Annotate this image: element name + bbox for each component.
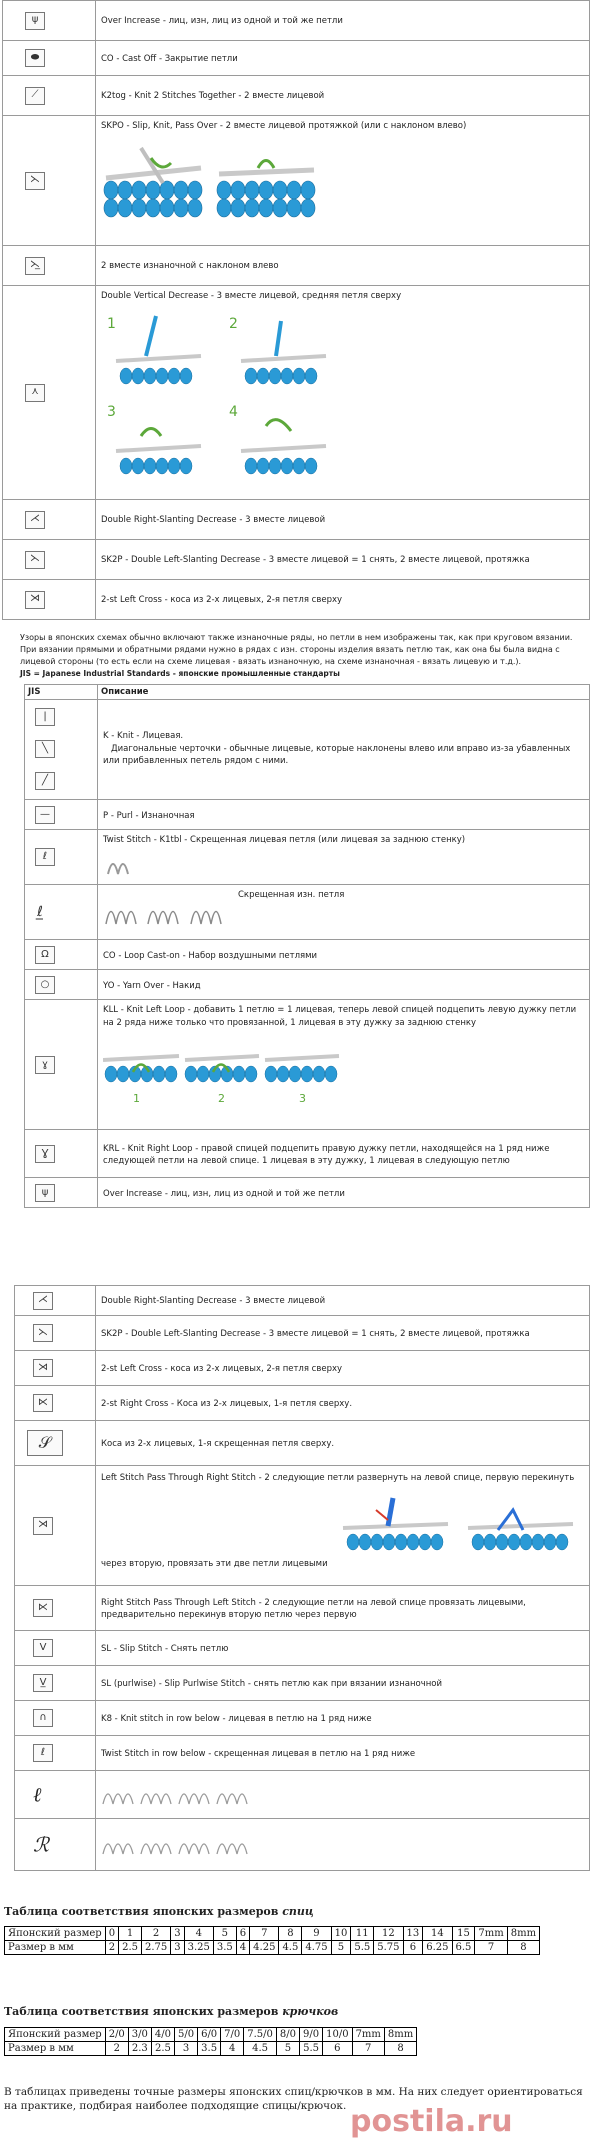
table-row: [15, 1631, 590, 1666]
step-label: 2: [218, 1091, 225, 1104]
right-cross-icon: ⋉: [33, 1394, 53, 1412]
table-row: [25, 885, 590, 940]
table-row: [15, 1386, 590, 1421]
size-cell: 9/0: [300, 2028, 323, 2042]
row-label: Японский размер: [5, 1927, 106, 1941]
size-cell: 4.5: [244, 2042, 277, 2056]
needle-size-table: [4, 1926, 540, 1955]
table-row: [25, 830, 590, 885]
row-text-2: Диагональные черточки - обычные лицевые, которые наклонены влево или вправо из-за убавленных или прибавленных петель рядом с ними.: [103, 743, 571, 766]
loop-pattern-icon: ℓ: [33, 1782, 42, 1806]
jis-header: JIS: [28, 687, 41, 697]
step-label: 2: [229, 316, 238, 333]
table-row: [25, 800, 590, 830]
table-row: [15, 1286, 590, 1316]
size-cell: 7/0: [221, 2028, 244, 2042]
table-row: [3, 41, 590, 76]
size-cell: 7.5/0: [244, 2028, 277, 2042]
row-text: Double Right-Slanting Decrease - 3 вместе лицевой: [101, 515, 326, 526]
row-text: P - Purl - Изнаночная: [103, 810, 195, 821]
table-row: [3, 76, 590, 116]
size-cell: 7mm: [352, 2028, 384, 2042]
size-cell: 15: [452, 1927, 475, 1941]
row-label: Размер в мм: [5, 2042, 106, 2056]
size-cell: 4: [236, 1941, 249, 1955]
intro-paragraph: [20, 632, 580, 679]
loop-pattern-2-illustration: [101, 1829, 251, 1857]
size-cell: 3/0: [128, 2028, 151, 2042]
row-text: Скрещенная изн. петля: [238, 890, 345, 901]
knit-icon: |: [35, 708, 55, 726]
size-cell: 4/0: [151, 2028, 174, 2042]
row-text: K - Knit - Лицевая.: [103, 731, 184, 742]
size-cell: 2: [105, 2042, 128, 2056]
size-cell: 8mm: [384, 2028, 416, 2042]
size-cell: 12: [374, 1927, 403, 1941]
size-cell: 3: [174, 2042, 197, 2056]
table-row: [25, 700, 590, 800]
size-cell: 3: [171, 1927, 184, 1941]
table-row: [15, 1421, 590, 1466]
size-cell: 5.75: [374, 1941, 403, 1955]
row-text: Twist Stitch in row below - скрещенная лицевая в петлю на 1 ряд ниже: [101, 1748, 416, 1759]
row-text-2: через вторую, провязать эти две петли лицевыми: [101, 1559, 328, 1569]
k2tog-icon: ⟋: [25, 87, 45, 105]
hook-caption-em: крючков: [282, 2005, 339, 2018]
size-cell: 8: [279, 1927, 302, 1941]
step-label: 3: [107, 404, 116, 421]
table-row: [25, 1000, 590, 1130]
symbol-table-1: [2, 0, 590, 620]
row-text: KRL - Knit Right Loop - правой спицей подцепить правую дужку петли, находящейся на 1 ряд ниже следующей петли на левой спице. 1 лицевая в эту дужку, 1 лицевая в следующую петлю: [103, 1143, 550, 1166]
table-row: [15, 1771, 590, 1819]
needle-caption-em: спиц: [282, 1905, 314, 1918]
step-label: 1: [107, 316, 116, 333]
table-row: [3, 580, 590, 620]
row-text: 2 вместе изнаночной с наклоном влево: [101, 261, 279, 272]
twist-stitch-icon: ℓ: [35, 848, 55, 866]
table-row: [3, 500, 590, 540]
row-label: Размер в мм: [5, 1941, 106, 1955]
p2tog-left-icon: ⋋̲: [25, 257, 45, 275]
size-cell: 4: [184, 1927, 213, 1941]
size-cell: 6.25: [423, 1941, 452, 1955]
size-cell: 13: [403, 1927, 423, 1941]
hook-size-table: [4, 2027, 417, 2056]
slip-purlwise-icon: V̲: [33, 1674, 53, 1692]
size-cell: 8: [384, 2042, 416, 2056]
size-cell: 5: [331, 1941, 351, 1955]
size-cell: 4.75: [302, 1941, 331, 1955]
size-cell: 2.5: [119, 1941, 142, 1955]
table-row: [15, 1586, 590, 1631]
row-text: Double Vertical Decrease - 3 вместе лицевой, средняя петля сверху: [101, 291, 402, 301]
twisted-cross-icon: 𝒮: [27, 1430, 63, 1456]
table-header-row: [25, 685, 590, 700]
size-cell: 5: [213, 1927, 236, 1941]
loop-pattern-illustration: [101, 1779, 251, 1807]
size-cell: 2.3: [128, 2042, 151, 2056]
twist-stitch-illustration: [103, 849, 133, 879]
over-increase-icon: ψ: [35, 1184, 55, 1202]
row-text: Double Right-Slanting Decrease - 3 вместе лицевой: [101, 1296, 326, 1307]
sk2p-icon: ⋋: [25, 551, 45, 569]
twist-purl-illustration: [103, 889, 228, 929]
size-cell: 7: [250, 1927, 279, 1941]
table-row: [15, 1819, 590, 1871]
row-text: Right Stitch Pass Through Left Stitch - 2 следующие петли на левой спице провязать лицевыми, предварительно перекинув вторую петлю через первую: [101, 1597, 526, 1620]
needle-table-caption: Таблица соответствия японских размеров спиц: [4, 1905, 314, 1918]
twist-purl-icon: ℓ̲: [37, 904, 43, 921]
row-text: K8 - Knit stitch in row below - лицевая в петлю на 1 ряд ниже: [101, 1713, 372, 1724]
row-text: CO - Loop Cast-on - Набор воздушными петлями: [103, 950, 318, 961]
table-row: [15, 1701, 590, 1736]
table-row: [3, 286, 590, 500]
loop-pattern-2-icon: ℛ: [33, 1832, 49, 1856]
sk2p-icon: ⋋: [33, 1324, 53, 1342]
size-cell: 5: [276, 2042, 299, 2056]
size-cell: 1: [119, 1927, 142, 1941]
table-row: [3, 246, 590, 286]
size-cell: 6: [403, 1941, 423, 1955]
left-cross-icon: ⋊: [25, 591, 45, 609]
size-cell: 6: [236, 1927, 249, 1941]
size-cell: 4.5: [279, 1941, 302, 1955]
hook-table-caption: Таблица соответствия японских размеров крючков: [4, 2005, 339, 2018]
left-through-right-illustration: [338, 1490, 583, 1570]
size-cell: 6.5: [452, 1941, 475, 1955]
table-row: [5, 2028, 417, 2042]
row-text: SL - Slip Stitch - Снять петлю: [101, 1643, 229, 1654]
double-right-slanting-icon: ⋌: [33, 1292, 53, 1310]
size-cell: 14: [423, 1927, 452, 1941]
watermark: postila.ru: [350, 2104, 513, 2139]
table-row: [3, 116, 590, 246]
size-cell: 11: [351, 1927, 374, 1941]
size-cell: 4.25: [250, 1941, 279, 1955]
size-cell: 8mm: [507, 1927, 539, 1941]
row-text: Over Increase - лиц, изн, лиц из одной и той же петли: [103, 1188, 345, 1199]
kll-icon: ɣ: [35, 1056, 55, 1074]
size-cell: 2.75: [141, 1941, 170, 1955]
row-text: SL (purlwise) - Slip Purlwise Stitch - снять петлю как при вязании изнаночной: [101, 1678, 443, 1689]
table-row: [3, 540, 590, 580]
row-text: 2-st Left Cross - коса из 2-х лицевых, 2-я петля сверху: [101, 595, 343, 606]
size-cell: 5.5: [300, 2042, 323, 2056]
size-cell: 3.5: [198, 2042, 221, 2056]
skpo-illustration-1: [101, 138, 206, 223]
step-label: 4: [229, 404, 238, 421]
size-cell: 3.5: [213, 1941, 236, 1955]
size-cell: 8/0: [276, 2028, 299, 2042]
row-text: Коса из 2-х лицевых, 1-я скрещенная петля сверху.: [101, 1438, 335, 1449]
size-cell: 2: [141, 1927, 170, 1941]
table-row: [15, 1736, 590, 1771]
intro-text: Узоры в японских схемах обычно включают также изнаночные ряды, но петли в нем изображены так, как при круговом вязании. При вязании прямыми и обратными рядами нужно в рядах с изн. стороны изделия вязать петлю так, как она бы была видна с лицевой стороны (то есть если на схеме лицевая - вязать изнаночную, на схеме изнаночная - вязать лицевую и т.д.).: [20, 633, 573, 666]
double-right-slanting-icon: ⋌: [25, 511, 45, 529]
size-cell: 3: [171, 1941, 184, 1955]
row-text: KLL - Knit Left Loop - добавить 1 петлю = 1 лицевая, теперь левой спицей подцепить левую дужку петли на 2 ряда ниже только что провязанной, 1 лицевая в эту дужку за заднюю стенку: [103, 1005, 577, 1028]
row-text: 2-st Right Cross - Коса из 2-х лицевых, 1-я петля сверху.: [101, 1398, 353, 1409]
size-cell: 9: [302, 1927, 331, 1941]
double-vertical-illustration: [101, 306, 351, 486]
twist-below-icon: ℓ: [33, 1744, 53, 1762]
row-text: SK2P - Double Left-Slanting Decrease - 3 вместе лицевой = 1 снять, 2 вместе лицевой, протяжка: [101, 1328, 530, 1339]
size-cell: 7: [475, 1941, 507, 1955]
table-row: [25, 970, 590, 1000]
slip-stitch-icon: V: [33, 1639, 53, 1657]
table-row: [3, 1, 590, 41]
size-cell: 7mm: [475, 1927, 507, 1941]
left-cross-icon: ⋊: [33, 1359, 53, 1377]
table-row: [5, 2042, 417, 2056]
row-text: Left Stitch Pass Through Right Stitch - 2 следующие петли развернуть на левой спице, первую перекинуть: [101, 1473, 575, 1483]
table-row: [25, 940, 590, 970]
size-cell: 6: [323, 2042, 352, 2056]
row-text: CO - Cast Off - Закрытие петли: [101, 53, 238, 64]
row-text: SKPO - Slip, Knit, Pass Over - 2 вместе лицевой протяжкой (или с наклоном влево): [101, 121, 467, 131]
row-text: YO - Yarn Over - Накид: [103, 980, 201, 991]
size-cell: 5/0: [174, 2028, 197, 2042]
size-cell: 3.25: [184, 1941, 213, 1955]
footer-note: В таблицах приведены точные размеры японских спиц/крючков в мм. На них следует ориентироваться на практике, подбирая наиболее подходящие спицы/крючок.: [4, 2086, 583, 2113]
size-cell: 10: [331, 1927, 351, 1941]
left-through-right-icon: ⋊: [33, 1517, 53, 1535]
size-cell: 2/0: [105, 2028, 128, 2042]
size-cell: 4: [221, 2042, 244, 2056]
step-label: 1: [133, 1091, 140, 1104]
size-cell: 2: [105, 1941, 118, 1955]
right-through-left-icon: ⋉: [33, 1599, 53, 1617]
table-row: [15, 1666, 590, 1701]
double-vertical-decrease-icon: ⋏: [25, 384, 45, 402]
size-cell: 10/0: [323, 2028, 352, 2042]
jis-note: JIS = Japanese Industrial Standards - японские промышленные стандарты: [20, 669, 340, 678]
skpo-icon: ⋋: [25, 172, 45, 190]
loop-cast-on-icon: Ω: [35, 946, 55, 964]
row-text: K2tog - Knit 2 Stitches Together - 2 вместе лицевой: [101, 91, 325, 102]
size-cell: 2.5: [151, 2042, 174, 2056]
symbol-table-3: [14, 1285, 590, 1871]
table-row: [25, 1178, 590, 1208]
knit-right-icon: ╱: [35, 772, 55, 790]
size-cell: 8: [507, 1941, 539, 1955]
step-label: 3: [299, 1091, 306, 1104]
yarn-over-icon: ○: [35, 976, 55, 994]
over-increase-icon: ψ: [25, 12, 45, 30]
row-label: Японский размер: [5, 2028, 106, 2042]
row-text: SK2P - Double Left-Slanting Decrease - 3 вместе лицевой = 1 снять, 2 вместе лицевой, протяжка: [101, 555, 530, 566]
purl-icon: —: [35, 806, 55, 824]
k-below-icon: ∩: [33, 1709, 53, 1727]
row-text: Over Increase - лиц, изн, лиц из одной и той же петли: [101, 16, 343, 27]
row-text: Twist Stitch - K1tbl - Скрещенная лицевая петля (или лицевая за заднюю стенку): [103, 835, 466, 846]
table-row: [25, 1130, 590, 1178]
knit-left-icon: ╲: [35, 740, 55, 758]
table-row: [15, 1351, 590, 1386]
description-header: Описание: [101, 687, 149, 697]
size-cell: 0: [105, 1927, 118, 1941]
table-row: [5, 1941, 540, 1955]
skpo-illustration-2: [214, 138, 319, 223]
size-cell: 6/0: [198, 2028, 221, 2042]
symbol-table-2: [24, 684, 590, 1208]
krl-icon: Ɣ: [35, 1145, 55, 1163]
size-cell: 7: [352, 2042, 384, 2056]
table-row: [15, 1466, 590, 1586]
kll-illustration: [103, 1032, 343, 1104]
row-text: 2-st Left Cross - коса из 2-х лицевых, 2-я петля сверху: [101, 1363, 343, 1374]
table-row: [5, 1927, 540, 1941]
size-cell: 5.5: [351, 1941, 374, 1955]
table-row: [15, 1316, 590, 1351]
cast-off-icon: ⬬: [25, 49, 45, 67]
